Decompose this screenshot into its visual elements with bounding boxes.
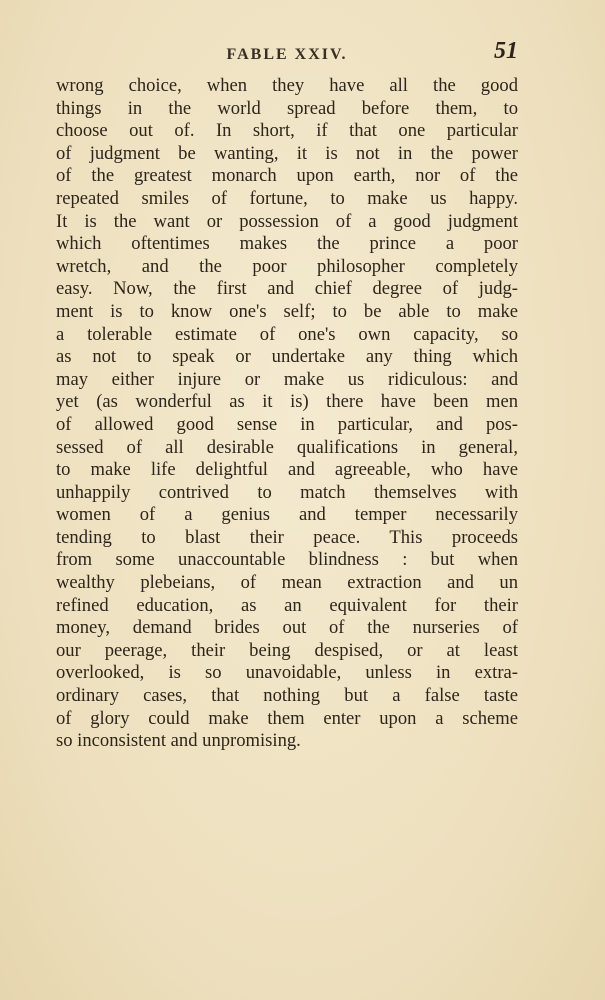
text-line: refined education, as an equivalent for their bbox=[56, 594, 518, 616]
text-line: from some unaccountable blindness : but when bbox=[56, 549, 518, 571]
text-line: tending to blast their peace. This proceeds bbox=[56, 526, 518, 548]
text-line: of allowed good sense in particular, and pos- bbox=[56, 413, 518, 435]
text-line: of the greatest monarch upon earth, nor of the bbox=[56, 165, 518, 187]
text-line: wretch, and the poor philosopher completely bbox=[56, 255, 518, 277]
text-line: It is the want or possession of a good judgment bbox=[56, 210, 518, 232]
text-line: ordinary cases, that nothing but a false taste bbox=[56, 685, 518, 707]
text-line: which oftentimes makes the prince a poor bbox=[56, 233, 518, 255]
text-line: money, demand brides out of the nurseries of bbox=[56, 617, 518, 639]
text-line-last: so inconsistent and unpromising. bbox=[56, 730, 301, 752]
text-line: choose out of. In short, if that one particular bbox=[56, 120, 518, 142]
text-line: easy. Now, the first and chief degree of judg- bbox=[56, 278, 518, 300]
text-line: repeated smiles of fortune, to make us happy. bbox=[56, 187, 518, 209]
text-line: unhappily contrived to match themselves with bbox=[56, 481, 518, 503]
text-line: yet (as wonderful as it is) there have been men bbox=[56, 391, 518, 413]
running-title: FABLE XXIV. bbox=[226, 46, 348, 63]
text-line: things in the world spread before them, to bbox=[56, 97, 518, 119]
page-number: 51 bbox=[494, 38, 518, 64]
text-line: women of a genius and temper necessarily bbox=[56, 504, 518, 526]
text-line: sessed of all desirable qualifications in general, bbox=[56, 436, 518, 458]
text-line: of glory could make them enter upon a scheme bbox=[56, 707, 518, 729]
text-line: wrong choice, when they have all the good bbox=[56, 75, 518, 96]
text-line: overlooked, is so unavoidable, unless in extra- bbox=[56, 662, 518, 684]
text-line: may either injure or make us ridiculous: and bbox=[56, 368, 518, 390]
text-line: wealthy plebeians, of mean extraction and un bbox=[56, 572, 518, 594]
text-line: of judgment be wanting, it is not in the power bbox=[56, 142, 518, 164]
text-line: to make life delightful and agreeable, who have bbox=[56, 459, 518, 481]
text-line: our peerage, their being despised, or at least bbox=[56, 639, 518, 661]
text-line: as not to speak or undertake any thing which bbox=[56, 346, 518, 368]
text-line: ment is to know one's self; to be able to make bbox=[56, 300, 518, 322]
text-line: a tolerable estimate of one's own capacity, so bbox=[56, 323, 518, 345]
running-head bbox=[56, 38, 518, 68]
body-text bbox=[56, 75, 518, 753]
